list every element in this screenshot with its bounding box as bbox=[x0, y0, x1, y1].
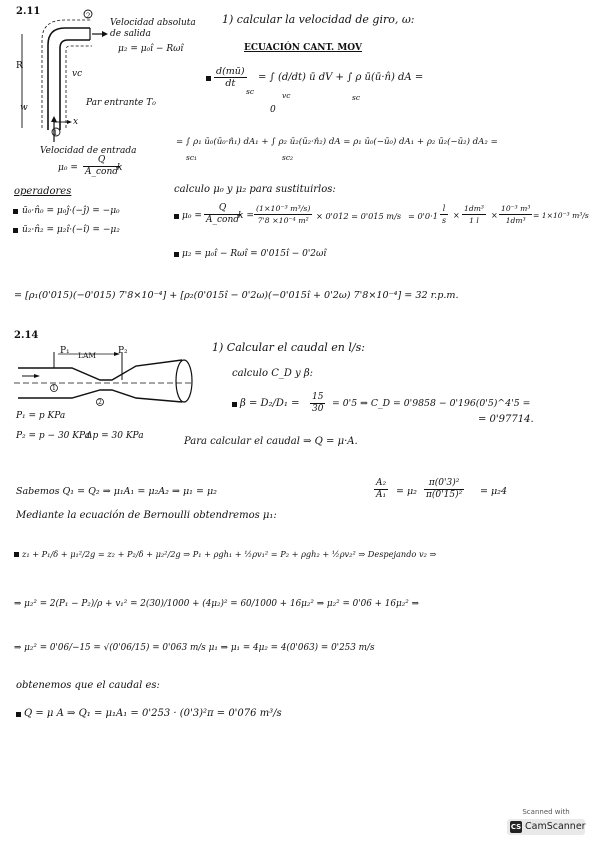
frac-den: A_cond bbox=[85, 167, 119, 177]
inlet-velocity-lhs: μ₀ = bbox=[58, 163, 78, 173]
sketch-label-R: R bbox=[16, 61, 23, 71]
inlet-velocity-frac bbox=[83, 155, 123, 178]
frac-den: π(0'15)² bbox=[426, 490, 463, 500]
frac-num: 15 bbox=[312, 392, 324, 402]
frac-den: s bbox=[442, 216, 447, 225]
bernoulli-eq: z₁ + P₁/δ + μ₁²/2g = z₂ + P₂/δ + μ₂²/2g ⇒ P₁ + ρgh₁ + ½ρv₁² = P₂ + ρgh₂ + ½ρv₂² ⇒ Despejando v₂ ⇒ bbox=[22, 549, 437, 559]
q-value: = 0'0·1 bbox=[408, 211, 438, 221]
watermark-brand: CamScanner bbox=[525, 821, 586, 832]
bernoulli-intro: Mediante la ecuación de Bernoulli obtendremos μ₁: bbox=[16, 510, 277, 521]
beta-tail: = 0'5 ⇒ C_D = 0'9858 − 0'196(0'5)^4'5 = bbox=[332, 398, 531, 409]
sketch-label-p2: P₂ bbox=[118, 346, 128, 356]
beta-frac bbox=[310, 392, 325, 415]
sketch-label-vc: vc bbox=[72, 69, 83, 79]
sketch-label-1: 1 bbox=[53, 129, 58, 137]
given-dp: Δp = 30 KPa bbox=[86, 431, 144, 441]
watermark-box bbox=[507, 819, 585, 835]
section-heading-momentum: ECUACIÓN CANT. MOV bbox=[244, 43, 362, 53]
beta-lhs: β = D₂/D₁ = bbox=[240, 398, 300, 409]
u0-mid: k = bbox=[238, 211, 254, 221]
momentum-zero: 0 bbox=[270, 105, 276, 115]
sketch-label-x: x bbox=[73, 117, 79, 127]
frac-den: 1dm³ bbox=[505, 216, 526, 225]
continuity-mid: = μ₂ bbox=[396, 486, 417, 497]
momentum-lhs-sub: sc bbox=[246, 87, 255, 96]
u0-tail: × 0'012 = 0'015 m/s bbox=[316, 211, 402, 221]
result-intro: obtenemos que el caudal es: bbox=[16, 680, 160, 691]
frac-num: A₂ bbox=[376, 478, 387, 488]
outlet-velocity-label: Velocidad absoluta de salida bbox=[110, 18, 196, 39]
problem-number-2-14: 2.14 bbox=[14, 330, 39, 341]
operator-1: ū₀·n̂₀ = μ₀ĵ·(−ĵ) = −μ₀ bbox=[22, 206, 120, 216]
u2-squared-eq: ⇒ μ₂² = 2(P₁ − P₂)/ρ + v₁² = 2(30)/1000 + (4μ₂)² = 60/1000 + 16μ₂² ⇒ μ₂² = 0'06 + 16μ₂² ⇒ bbox=[14, 599, 419, 609]
bullet bbox=[232, 402, 237, 407]
u2-eq: μ₂ = μ₀î − Rωî = 0'015î − 0'2ωî bbox=[182, 249, 327, 259]
times-sign: × bbox=[491, 211, 498, 220]
sketch-label-1: 1 bbox=[52, 385, 56, 392]
sketch-label-2: 2 bbox=[86, 12, 91, 20]
q-result: = 1×10⁻³ m³/s bbox=[533, 211, 589, 220]
result-eq: Q = μ A ⇒ Q₁ = μ₁A₁ = 0'253 · (0'3)²π = 0'076 m³/s bbox=[24, 708, 282, 719]
para-text: Para calcular el caudal ⇒ Q = μ·A. bbox=[184, 436, 358, 447]
frac-num: 10⁻³ m³ bbox=[501, 204, 531, 213]
watermark-top-text: Scanned with bbox=[522, 808, 570, 816]
u0-lhs: μ₀ = bbox=[182, 211, 202, 221]
frac-num: Q bbox=[83, 155, 120, 167]
camscanner-watermark bbox=[505, 808, 587, 838]
outlet-velocity-eq: μ₂ = μ₀î − Rωî bbox=[118, 44, 184, 54]
momentum-lhs-frac bbox=[214, 66, 247, 89]
bullet bbox=[174, 214, 179, 219]
frac-num: d(mū) bbox=[216, 66, 245, 77]
momentum-sc-sub: sc bbox=[352, 93, 361, 102]
u0-frac-1 bbox=[204, 203, 241, 226]
venturi-sketch bbox=[14, 346, 204, 408]
given-p1: P₁ = p KPa bbox=[16, 411, 66, 421]
bullet bbox=[16, 712, 21, 717]
compute-heading: calculo μ₀ y μ₂ para sustituirlos: bbox=[174, 184, 336, 195]
sketch-label-2: 2 bbox=[98, 399, 102, 406]
bullet bbox=[14, 552, 19, 557]
continuity-tail: = μ₂4 bbox=[480, 486, 508, 497]
torque-label: Par entrante T₀ bbox=[86, 98, 156, 108]
frac-den: A_cond bbox=[206, 215, 240, 225]
inlet-velocity-label: Velocidad de entrada bbox=[40, 146, 137, 156]
bullet bbox=[13, 228, 18, 233]
final-eq-211: = [ρ₁(0'015)(−0'015) 7'8×10⁻⁴] + [ρ₂(0'015î − 0'2ω)(−0'015î + 0'2ω) 7'8×10⁻⁴] = 32 r.p.m. bbox=[14, 290, 459, 301]
surface-sub-1: sc₁ bbox=[186, 153, 198, 162]
times-sign: × bbox=[453, 211, 460, 220]
frac-den: 1 l bbox=[469, 216, 479, 225]
q-frac-1 bbox=[440, 203, 448, 226]
operator-2: ū₂·n̂₂ = μ₂î·(−î) = −μ₂ bbox=[22, 225, 120, 235]
step1-title-211: 1) calcular la velocidad de giro, ω: bbox=[222, 13, 415, 26]
frac-num: 1dm³ bbox=[464, 204, 484, 213]
bullet bbox=[206, 76, 211, 81]
frac-den: dt bbox=[225, 78, 236, 89]
problem-number-2-11: 2.11 bbox=[16, 6, 41, 17]
sketch-label-p1: P₁ bbox=[60, 346, 70, 356]
continuity-frac-1 bbox=[374, 478, 388, 501]
frac-num: π(0'3)² bbox=[424, 478, 464, 490]
sketch-label-lam: LAM bbox=[78, 351, 97, 360]
surface-sub-2: sc₂ bbox=[282, 153, 294, 162]
sketch-label-w: w bbox=[20, 103, 28, 113]
camscanner-logo-icon: CS bbox=[510, 823, 522, 831]
q-frac-2 bbox=[462, 203, 486, 226]
frac-den: 30 bbox=[312, 404, 324, 414]
frac-den: A₁ bbox=[376, 490, 387, 500]
given-p2: P₂ = p − 30 KPa bbox=[16, 431, 91, 441]
momentum-vc-sub: vc bbox=[282, 91, 291, 100]
continuity-frac-2 bbox=[424, 478, 464, 501]
frac-num: l bbox=[440, 203, 448, 215]
frac-den: 7'8 ×10⁻⁴ m² bbox=[257, 216, 309, 225]
frac-num: (1×10⁻³ m³/s) bbox=[256, 204, 311, 213]
continuity-eq: Sabemos Q₁ = Q₂ ⇒ μ₁A₁ = μ₂A₂ ⇒ μ₁ = μ₂ bbox=[16, 486, 217, 497]
step1-title-214: 1) Calcular el caudal en l/s: bbox=[212, 341, 365, 354]
u2-result: ⇒ μ₂² = 0'06/−15 = √(0'06/15) = 0'063 m/s μ₁ ⇒ μ₁ = 4μ₂ = 4(0'063) = 0'253 m/s bbox=[14, 643, 375, 653]
q-frac-3 bbox=[499, 203, 532, 226]
u0-frac-2 bbox=[254, 203, 312, 226]
operators-heading: operadores bbox=[14, 186, 72, 197]
cd-value: = 0'97714. bbox=[478, 414, 534, 425]
inlet-velocity-k: k bbox=[117, 163, 123, 173]
bullet bbox=[174, 252, 179, 257]
rotating-pipe-sketch bbox=[20, 10, 110, 150]
momentum-rhs: = ∫ (d/dt) ū dV + ∫ ρ ū(ū·n̂) dA = bbox=[258, 72, 424, 83]
calc-cd-beta: calculo C_D y β: bbox=[232, 368, 314, 379]
bullet bbox=[13, 209, 18, 214]
frac-num: Q bbox=[204, 203, 241, 215]
surface-integral-eq: = ∫ ρ₁ ū₀(ū₀·n̂₁) dA₁ + ∫ ρ₂ ū₂(ū₂·n̂₂) dA = ρ₁ ū₀(−ū₀) dA₁ + ρ₂ ū₂(−ū₂) dA₂ = bbox=[176, 137, 498, 147]
